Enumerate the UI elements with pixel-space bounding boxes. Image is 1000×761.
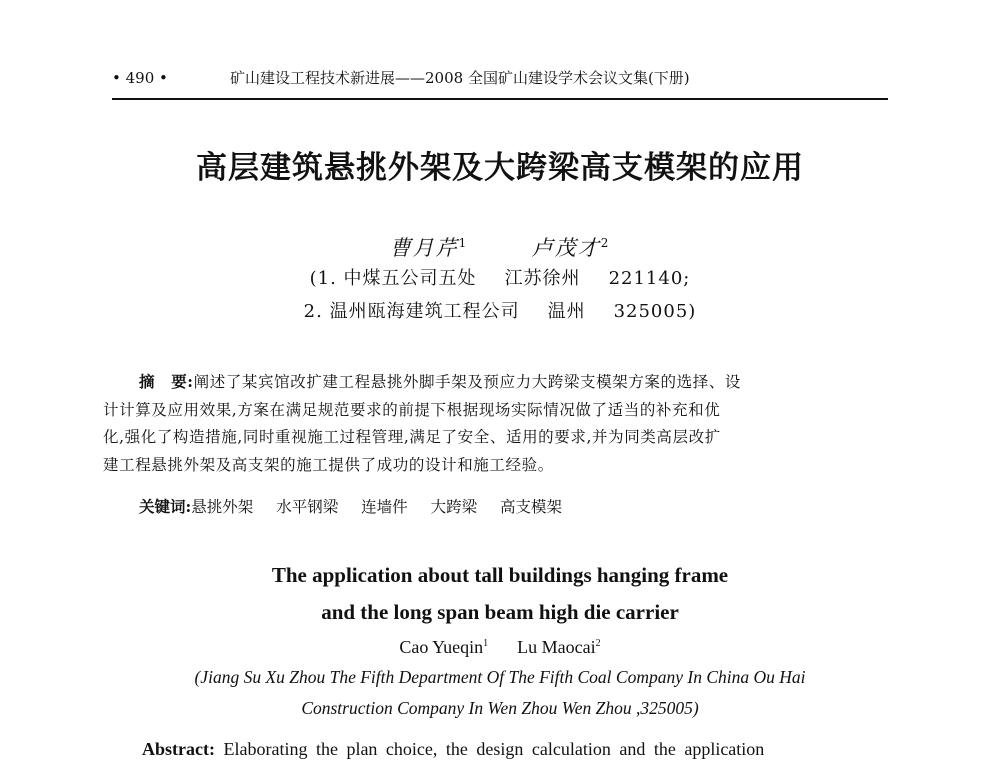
author-affiliation-mark: 1 xyxy=(483,638,489,649)
abstract-chinese xyxy=(103,368,893,479)
affiliation-city: 江苏徐州 xyxy=(504,268,581,289)
affiliation-line-1 xyxy=(0,266,1000,292)
page-number: • 490 • xyxy=(112,69,168,87)
header-rule xyxy=(112,98,888,100)
keywords-label: 关键词: xyxy=(139,497,192,516)
english-affiliation-line-2: Construction Company In Wen Zhou Wen Zhou ,325005) xyxy=(301,698,699,718)
abstract-line: 化,强化了构造措施,同时重视施工过程管理,满足了安全、适用的要求,并为同类高层改扩 xyxy=(103,428,721,446)
abstract-text: 阐述了某宾馆改扩建工程悬挑外脚手架及预应力大跨梁支模架方案的选择、设 xyxy=(193,373,742,391)
affiliation-org: 2. 温州瓯海建筑工程公司 xyxy=(303,301,520,322)
english-abstract xyxy=(142,737,902,761)
author-affiliation-mark: 1 xyxy=(458,236,469,250)
affiliation-postcode: 325005) xyxy=(613,301,697,322)
affiliation-postcode: 221140; xyxy=(608,268,691,289)
author-name: 卢茂才 xyxy=(531,236,601,260)
english-abstract-text: Elaborating the plan choice, the design calculation and the application xyxy=(223,739,765,759)
abstract-line: 建工程悬挑外架及高支架的施工提供了成功的设计和施工经验。 xyxy=(103,455,554,474)
author-list xyxy=(0,229,1000,262)
english-affiliation-line-1: (Jiang Su Xu Zhou The Fifth Department Of The Fifth Coal Company In China Ou Hai xyxy=(194,667,806,687)
keywords xyxy=(139,495,899,519)
english-abstract-label: Abstract: xyxy=(142,739,215,759)
keyword: 连墙件 xyxy=(361,498,408,516)
english-author-name: Cao Yueqin xyxy=(399,637,484,657)
affiliation-line-2 xyxy=(0,299,1000,325)
keyword: 大跨梁 xyxy=(430,498,478,516)
running-header xyxy=(112,66,888,92)
english-title-line-2: and the long span beam high die carrier xyxy=(321,600,679,624)
affiliation-org: (1. 中煤五公司五处 xyxy=(309,268,477,289)
paper-title: 高层建筑悬挑外架及大跨梁高支模架的应用 xyxy=(196,150,804,186)
author-affiliation-mark: 2 xyxy=(600,236,611,250)
english-title-line-1: The application about tall buildings hanging frame xyxy=(271,563,729,587)
english-author-list xyxy=(0,632,1000,659)
running-title: 矿山建设工程技术新进展——2008 全国矿山建设学术会议文集(下册) xyxy=(230,69,690,87)
keyword: 悬挑外架 xyxy=(191,498,254,516)
english-author-name: Lu Maocai xyxy=(517,637,596,657)
author-affiliation-mark: 2 xyxy=(595,638,601,649)
keyword: 水平钢梁 xyxy=(276,498,339,516)
keyword: 高支模架 xyxy=(500,498,563,516)
author-name: 曹月芹 xyxy=(389,236,459,260)
abstract-line xyxy=(103,368,893,397)
abstract-label: 摘 要: xyxy=(139,372,194,391)
abstract-line: 计计算及应用效果,方案在满足规范要求的前提下根据现场实际情况做了适当的补充和优 xyxy=(103,400,721,419)
affiliation-city: 温州 xyxy=(547,301,586,322)
